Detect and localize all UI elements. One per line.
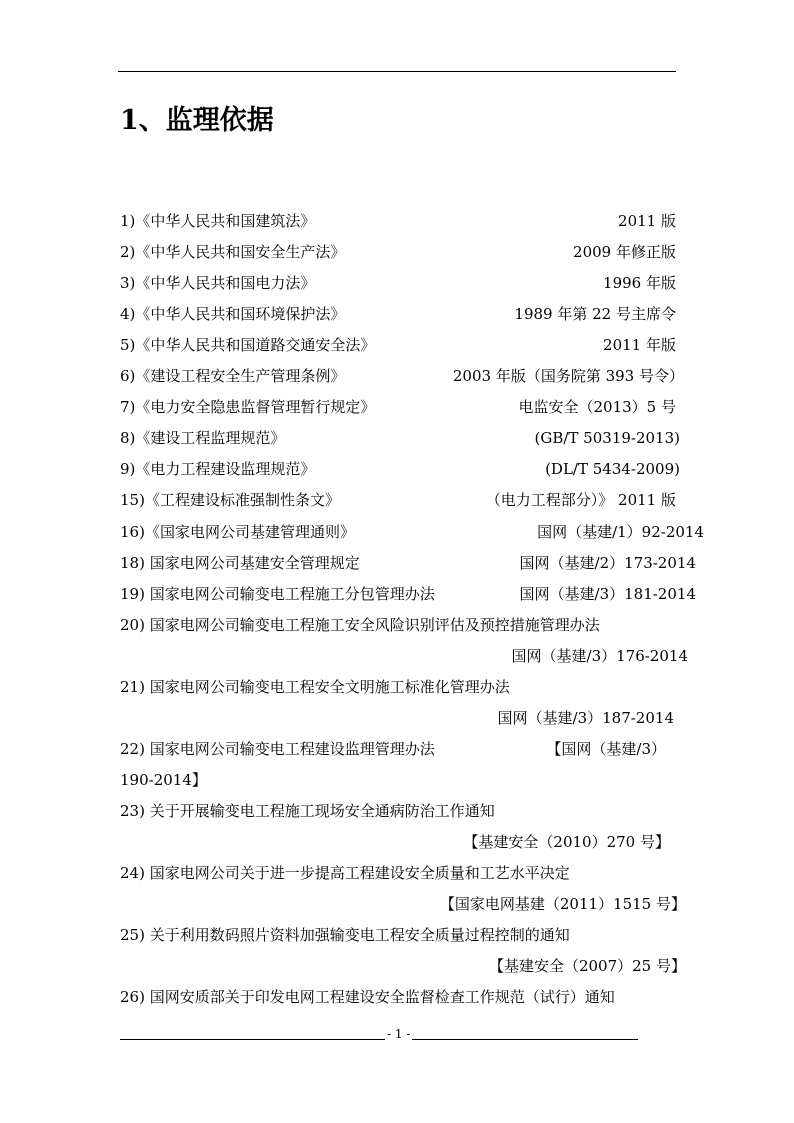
ref-line-right: 2011 年版 [603, 336, 676, 354]
ref-line-right: 【国家电网基建（2011）1515 号】 [439, 895, 686, 913]
ref-line-left: 18) 国家电网公司基建安全管理规定 [120, 554, 360, 572]
ref-line-right: 1996 年版 [603, 274, 676, 292]
ref-line-left: 8)《建设工程监理规范》 [120, 429, 286, 447]
ref-line-left: 7)《电力安全隐患监督管理暂行规定》 [120, 398, 376, 416]
ref-line-left: 21) 国家电网公司输变电工程安全文明施工标准化管理办法 [120, 678, 510, 696]
ref-line-right: 国网（基建/3）176-2014 [511, 647, 688, 665]
ref-line-left: 3)《中华人民共和国电力法》 [120, 274, 316, 292]
ref-line-right: 2003 年版（国务院第 393 号令） [452, 367, 684, 385]
ref-line-right: 1989 年第 22 号主席令 [514, 305, 676, 323]
ref-line-left: 16)《国家电网公司基建管理通则》 [120, 523, 355, 541]
ref-line-left: 2)《中华人民共和国安全生产法》 [120, 243, 346, 261]
ref-line-right: 国网（基建/2）173-2014 [519, 554, 696, 572]
ref-line-right: 国网（基建/1）92-2014 [537, 523, 704, 541]
ref-line-left: 9)《电力工程建设监理规范》 [120, 460, 316, 478]
ref-line-left: 6)《建设工程安全生产管理条例》 [120, 367, 346, 385]
ref-line-left: 20) 国家电网公司输变电工程施工安全风险识别评估及预控措施管理办法 [120, 616, 600, 634]
ref-line-left: 15)《工程建设标准强制性条文》 [120, 491, 340, 509]
ref-line-right: (GB/T 50319-2013) [534, 429, 680, 447]
ref-line-left: 25) 关于利用数码照片资料加强输变电工程安全质量过程控制的通知 [120, 926, 570, 944]
ref-line-right: 2009 年修正版 [573, 243, 676, 261]
ref-line-left: 24) 国家电网公司关于进一步提高工程建设安全质量和工艺水平决定 [120, 864, 570, 882]
ref-line-right: （电力工程部分）》 2011 版 [485, 491, 676, 509]
ref-line-left: 5)《中华人民共和国道路交通安全法》 [120, 336, 376, 354]
ref-line-left: 23) 关于开展输变电工程施工现场安全通病防治工作通知 [120, 802, 495, 820]
ref-line-right: 【基建安全（2007）25 号】 [488, 957, 686, 975]
ref-line-left: 1)《中华人民共和国建筑法》 [120, 212, 316, 230]
ref-line-right: (DL/T 5434-2009) [545, 460, 680, 478]
page-number: - 1 - [387, 1027, 411, 1041]
ref-line-right: 【国网（基建/3） [546, 740, 666, 758]
ref-line-right: 电监安全（2013）5 号 [518, 398, 676, 416]
ref-line-left: 190-2014】 [120, 771, 207, 789]
footer-rule [120, 1039, 638, 1040]
ref-line-left: 4)《中华人民共和国环境保护法》 [120, 305, 346, 323]
ref-line-right: 【基建安全（2010）270 号】 [463, 833, 670, 851]
ref-line-right: 国网（基建/3）181-2014 [519, 585, 696, 603]
ref-line-right: 国网（基建/3）187-2014 [497, 709, 674, 727]
section-title: 1、监理依据 [120, 105, 274, 136]
ref-line-right: 2011 版 [618, 212, 676, 230]
header-rule [118, 71, 676, 72]
ref-line-left: 26) 国网安质部关于印发电网工程建设安全监督检查工作规范（试行）通知 [120, 988, 615, 1006]
ref-line-left: 19) 国家电网公司输变电工程施工分包管理办法 [120, 585, 435, 603]
ref-line-left: 22) 国家电网公司输变电工程建设监理管理办法 [120, 740, 435, 758]
